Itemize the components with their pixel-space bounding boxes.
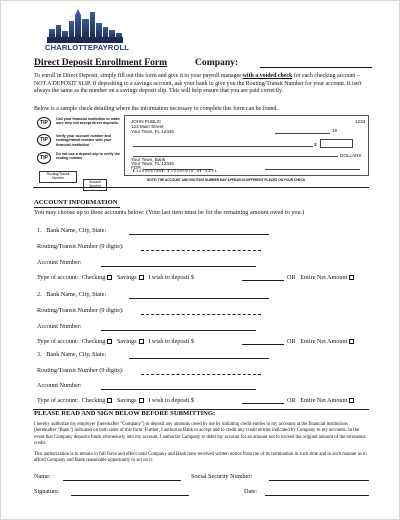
check-dollars-label: DOLLARS: [340, 153, 362, 158]
company-field[interactable]: [260, 67, 372, 68]
tip-badge: TIP: [37, 152, 51, 164]
form-title: Direct Deposit Enrollment Form: [34, 57, 168, 68]
account-1-routing-field[interactable]: [141, 250, 261, 251]
type-label: Type of account:: [37, 274, 79, 281]
tip-badge: TIP: [37, 117, 51, 129]
checking-checkbox[interactable]: [107, 275, 112, 280]
authorization-text: I hereby authorize my employer (hereinafter "Company") to deposit any amounts owed by me by initiating credit entries to my accounts at the financial institutions (hereinafter "Bank") indicated on both sides of this form. Further, I authorize Bank to accept and to credit any credit entries indicated by Company to my accounts. In the event that Company deposits funds erroneously into my account, I authorize Company to debit my account for an amount not to exceed the original amount of the erroneous credit.: [34, 422, 366, 447]
account-number-field-label: Account Number:: [37, 382, 82, 389]
tip-text: Call your financial institution to make sure they will accept direct deposits.: [56, 117, 120, 126]
sample-note: Below is a sample check detailing where the information necessary to complete this form can be found.: [34, 106, 278, 112]
account-label-box: Account Number: [83, 179, 107, 191]
account-number-label: 3.: [37, 351, 42, 358]
routing-label-box: Routing/Transit Number: [39, 171, 77, 183]
checking-label: Checking: [81, 338, 106, 345]
check-for-label: FOR: [131, 165, 141, 170]
logo-part-2: PAYROLL: [93, 43, 130, 52]
check-dollar-sign: $: [314, 142, 317, 147]
check-caption: NOTE: THE ACCOUNT AND ROUTING NUMBER MAY APPEAR IN DIFFERENT PLACES ON YOUR CHECK: [147, 178, 306, 182]
account-2-type-row: [37, 338, 194, 345]
name-label: Name:: [34, 473, 51, 480]
checking-checkbox[interactable]: [107, 339, 112, 344]
type-label: Type of account:: [37, 338, 79, 345]
check-bank-name: Your Town, Bank: [131, 157, 166, 162]
check-bank-city: Your Town, FL 12345: [131, 161, 174, 166]
date-field[interactable]: [265, 495, 369, 496]
check-signature-line: [265, 169, 360, 170]
date-label: Date:: [244, 488, 258, 495]
account-info-subtitle: You may choose up to three accounts below: (Your last item must be for the remaining amount owed to you.): [34, 209, 305, 216]
account-info-heading: ACCOUNT INFORMATION: [34, 199, 118, 206]
savings-checkbox[interactable]: [139, 275, 144, 280]
logo-part-1: CHARLOTTE: [45, 43, 94, 52]
name-field[interactable]: [63, 480, 181, 481]
intro-paragraph: [34, 73, 369, 96]
account-2-routing-field[interactable]: [141, 314, 261, 315]
sample-check: [124, 115, 369, 176]
city-skyline-icon: [47, 9, 123, 43]
account-1-entire-row: [287, 274, 354, 281]
account-3-type-row: [37, 397, 194, 404]
account-3-deposit-field[interactable]: [242, 403, 284, 404]
type-label: Type of account:: [37, 397, 79, 404]
bank-name-label: Bank Name, City, State:: [46, 291, 107, 298]
ssn-field[interactable]: [269, 480, 369, 481]
check-payer-city: Your Town, FL 12345: [131, 129, 174, 134]
or-label: OR: [287, 397, 296, 404]
account-3-routing-field[interactable]: [141, 374, 261, 375]
savings-label: Savings: [116, 274, 137, 281]
checking-label: Checking: [81, 397, 106, 404]
account-1-bank-row: [37, 227, 106, 234]
account-2-bank-field[interactable]: [129, 298, 269, 299]
intro-emphasis: with a voided check: [242, 73, 293, 79]
deposit-label: I wish to deposit $: [148, 338, 194, 345]
account-3-bank-field[interactable]: [129, 358, 269, 359]
check-payer-name: JOHN PUBLIC: [131, 119, 162, 124]
check-number: 1234: [355, 119, 366, 124]
effect-text: This authorization is to remain in full force and effect until Company and Bank have received written notice from me of its termination in such time and in such manner as to afford Company and Bank reasonable opportunity to act on it.: [34, 452, 367, 464]
account-number-label: 1.: [37, 227, 42, 234]
savings-checkbox[interactable]: [139, 339, 144, 344]
entire-net-checkbox[interactable]: [349, 339, 354, 344]
entire-net-checkbox[interactable]: [349, 275, 354, 280]
entire-net-checkbox[interactable]: [349, 398, 354, 403]
account-3-entire-row: [287, 397, 354, 404]
savings-label: Savings: [116, 397, 137, 404]
entire-net-label: Entire Net Amount: [300, 274, 348, 281]
account-2-entire-row: [287, 338, 354, 345]
divider: [33, 187, 369, 188]
deposit-label: I wish to deposit $: [148, 397, 194, 404]
signature-label: Signature:: [34, 488, 60, 495]
account-number-field-label: Account Number:: [37, 323, 82, 330]
routing-label: Routing/Transit Number (9 digits):: [37, 243, 124, 250]
check-payee-line: [133, 146, 313, 147]
bank-name-label: Bank Name, City, State:: [46, 351, 107, 358]
entire-net-label: Entire Net Amount: [300, 397, 348, 404]
checking-checkbox[interactable]: [107, 398, 112, 403]
charlotte-payroll-logo: [45, 9, 130, 53]
or-label: OR: [287, 274, 296, 281]
tip-text: Verify your account number and routing/transit number with your financial institution.: [56, 134, 112, 147]
intro-text-c: for each checking account – NOT A DEPOSIT SLIP. If depositing to a savings account, ask your bank to give you the Routing/Transit Number for your account. It isn't always the same as the number on a savings deposit slip. This will help ensure that you are paid correctly.: [34, 73, 362, 95]
account-3-bank-row: [37, 351, 106, 358]
deposit-label: I wish to deposit $: [148, 274, 194, 281]
or-label: OR: [287, 338, 296, 345]
intro-text-a: To enroll in Direct Deposit, simply fill out this form and give it to your payroll manager: [34, 73, 243, 79]
heading-underline: [34, 207, 120, 208]
title-row: [34, 57, 374, 69]
tip-badge: TIP: [37, 134, 51, 146]
account-number-label: 2.: [37, 291, 42, 298]
routing-label: Routing/Transit Number (9 digits):: [37, 307, 124, 314]
account-2-bank-row: [37, 291, 106, 298]
account-2-number-field[interactable]: [101, 330, 256, 331]
check-date-line: [275, 133, 330, 134]
bank-name-label: Bank Name, City, State:: [46, 227, 107, 234]
tip-text: Do not use a deposit slip to verify the routing number.: [56, 152, 120, 161]
account-1-type-row: [37, 274, 194, 281]
check-amount-box: [320, 139, 353, 148]
entire-net-label: Entire Net Amount: [300, 338, 348, 345]
account-1-number-field[interactable]: [101, 266, 256, 267]
company-label: Company:: [195, 57, 239, 68]
account-3-number-field[interactable]: [101, 389, 256, 390]
account-1-deposit-field[interactable]: [242, 280, 284, 281]
account-2-deposit-field[interactable]: [242, 344, 284, 345]
checking-label: Checking: [81, 274, 106, 281]
savings-checkbox[interactable]: [139, 398, 144, 403]
account-number-field-label: Account Number:: [37, 259, 82, 266]
check-payer-street: 123 Main Street: [131, 124, 164, 129]
routing-label: Routing/Transit Number (9 digits):: [37, 367, 124, 374]
savings-label: Savings: [116, 338, 137, 345]
sign-heading: PLEASE READ AND SIGN BELOW BEFORE SUBMITTING:: [34, 410, 216, 417]
account-1-bank-field[interactable]: [129, 234, 269, 235]
check-micr-line: ⑆123456789⑆ ⑈12345678 9⑈ 1234: [133, 170, 218, 174]
signature-field[interactable]: [71, 495, 189, 496]
ssn-label: Social Security Number:: [191, 473, 253, 480]
check-date-prefix: 19: [332, 128, 338, 133]
logo-wordmark: [45, 43, 130, 52]
